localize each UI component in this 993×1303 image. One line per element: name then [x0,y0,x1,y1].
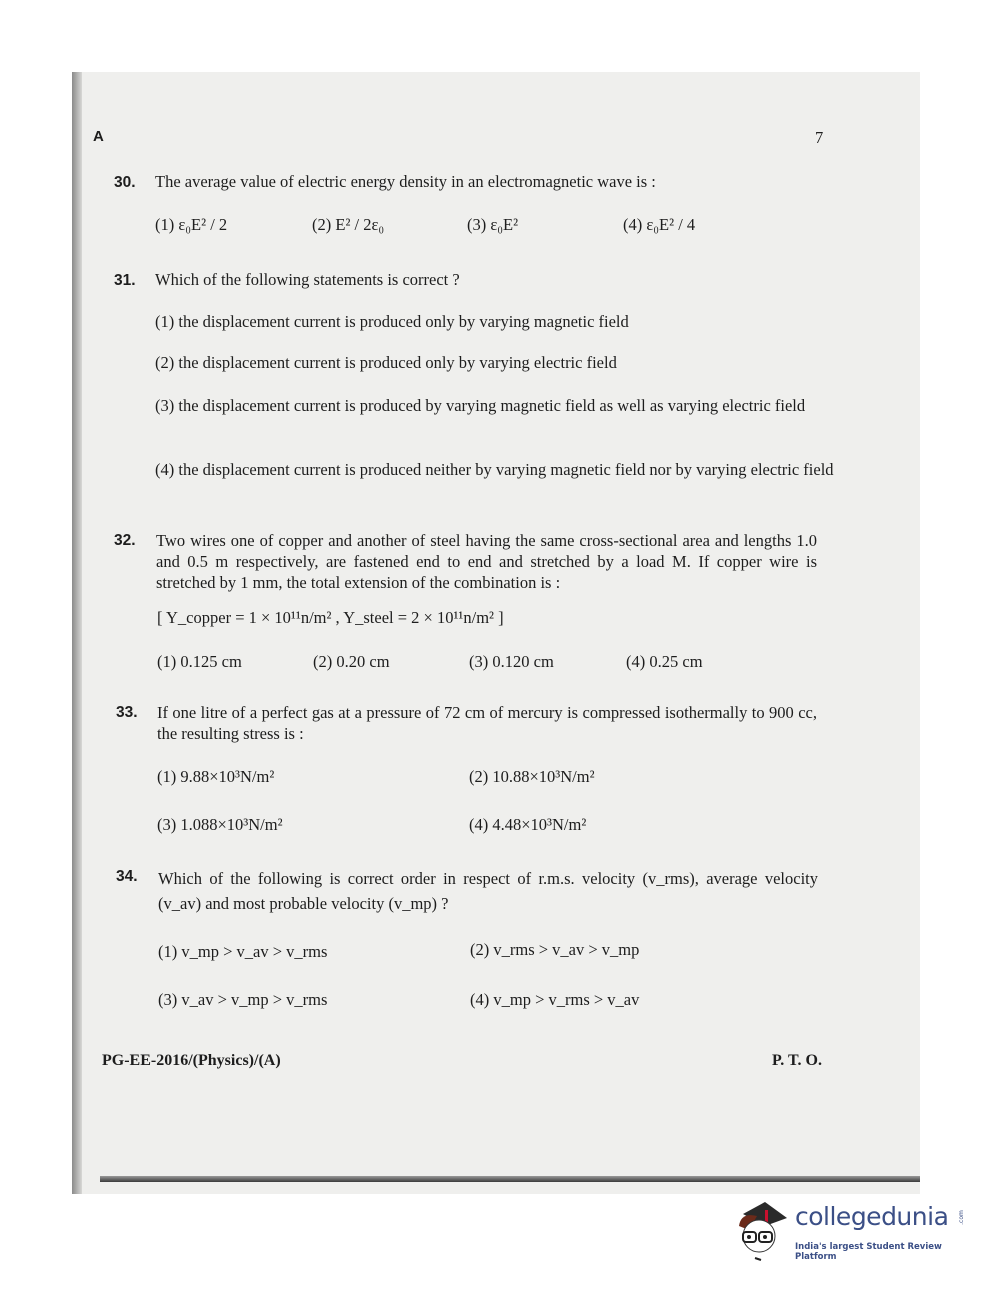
question-number: 30. [114,174,136,191]
option: (1) the displacement current is produced only by varying magnetic field [155,312,629,331]
question-number: 33. [116,704,138,721]
question-text: Which of the following statements is correct ? [155,270,460,289]
option: (3) ε₀E² [467,215,519,234]
page-number: 7 [815,128,824,147]
brand-domain: .com [957,1210,965,1225]
option: (2) 10.88×10³N/m² [469,767,595,786]
collegedunia-watermark [735,1196,975,1266]
question-number: 31. [114,272,136,289]
option: (1) ε₀E² / 2 [155,215,228,234]
question-text: Which of the following is correct order in respect of r.m.s. velocity (v_rms), average velocity (v_av) and most probable velocity (v_mp) ? [158,869,818,913]
option: (4) 4.48×10³N/m² [469,815,587,834]
question-number: 32. [114,532,136,549]
option: (4) 0.25 cm [626,652,703,671]
option: (4) the displacement current is produced neither by varying magnetic field nor by varying electric field [155,460,834,479]
option: (2) 0.20 cm [313,652,390,671]
mascot-logo-icon [735,1196,793,1262]
option: (3) the displacement current is produced by varying magnetic field as well as varying electric field [155,396,806,415]
option: (4) v_mp > v_rms > v_av [470,990,640,1009]
option: (1) 0.125 cm [157,652,242,671]
question-text: The average value of electric energy density in an electromagnetic wave is : [155,172,656,191]
question-number: 34. [116,868,138,885]
option: (2) v_rms > v_av > v_mp [470,940,640,959]
option: (2) the displacement current is produced only by varying electric field [155,353,617,372]
brand-tagline: India's largest Student Review Platform [795,1242,942,1262]
page-bottom-edge [100,1176,920,1182]
scanned-page [72,72,920,1194]
please-turn-over: P. T. O. [772,1052,822,1069]
option: (3) v_av > v_mp > v_rms [158,990,328,1009]
option: (3) 0.120 cm [469,652,554,671]
option: (1) 9.88×10³N/m² [157,767,275,786]
brand-name: collegedunia [795,1202,949,1231]
option: (2) E² / 2ε₀ [312,215,385,234]
paper-code: PG-EE-2016/(Physics)/(A) [102,1052,281,1069]
option: (1) v_mp > v_av > v_rms [158,942,328,961]
set-label: A [93,128,104,145]
option: (3) 1.088×10³N/m² [157,815,283,834]
given-constants: [ Y_copper = 1 × 10¹¹n/m² , Y_steel = 2 × 10¹¹n/m² ] [157,608,504,627]
question-text: Two wires one of copper and another of steel having the same cross-sectional area and lengths 1.0 and 0.5 m respectively, are fastened end to end and stretched by a load M. If copper wire is stretched by 1 mm, the total extension of the combination is : [156,531,817,592]
page-edge-shadow [72,72,82,1194]
question-text: If one litre of a perfect gas at a pressure of 72 cm of mercury is compressed isothermally to 900 cc, the resulting stress is : [157,703,817,743]
option: (4) ε₀E² / 4 [623,215,696,234]
